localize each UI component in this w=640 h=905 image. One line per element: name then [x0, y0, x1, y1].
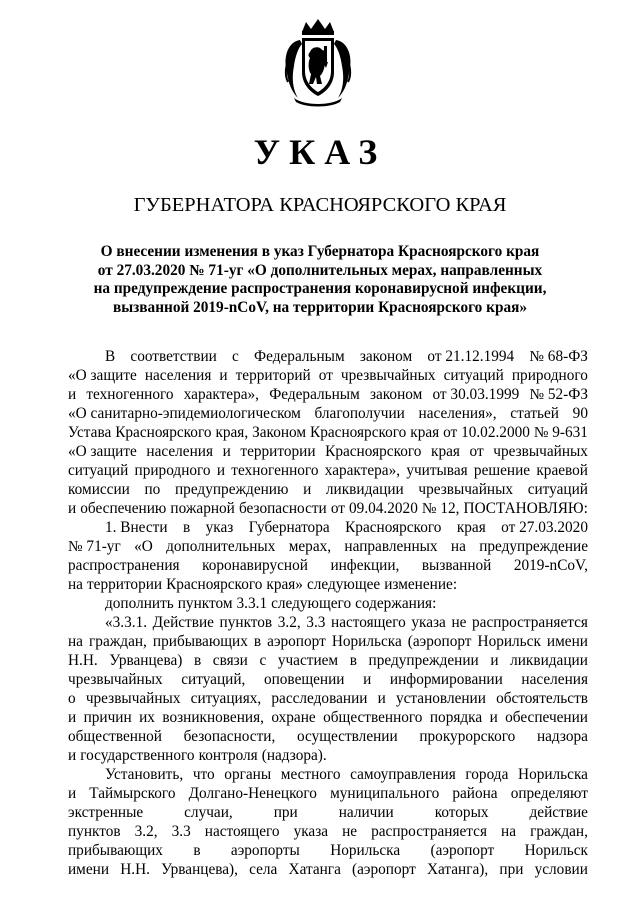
body-word: осуществлении [296, 728, 398, 745]
body-word: 1. Внести [105, 519, 168, 536]
body-word: и [68, 747, 77, 764]
body-word: «О [134, 538, 153, 555]
body-word: и [68, 785, 77, 802]
body-word: и [216, 462, 226, 479]
body-word: обеспечении [505, 709, 588, 726]
body-word: 3.2, [277, 614, 301, 631]
body-word: и [219, 367, 228, 384]
body-word: законом [369, 386, 423, 403]
body-word: Губернатора [248, 519, 330, 536]
body-line [68, 385, 588, 404]
body-word: характера», [183, 386, 260, 403]
body-word: обстоятельств [496, 690, 588, 707]
body-word: в [253, 633, 262, 650]
body-line [68, 841, 588, 860]
body-word: соответствии [130, 348, 217, 365]
body-word: надзора [536, 728, 588, 745]
body-word: чрезвычайных [68, 671, 163, 688]
body-word: на [450, 538, 466, 555]
body-word: оповещении [263, 671, 345, 688]
body-word: от [318, 367, 333, 384]
body-word: и [68, 709, 77, 726]
body-word: «3.3.1. [105, 614, 148, 631]
body-word: изменение: [384, 576, 458, 593]
body-word: Урванцева) [109, 652, 183, 669]
body-word: контроля [198, 747, 258, 764]
body-word: настоящего [331, 614, 406, 631]
body-word: 90 [572, 405, 588, 422]
body-word: имени [68, 861, 110, 878]
body-word: Таймырского [89, 785, 176, 802]
body-word: Норильск [477, 633, 541, 650]
body-line [68, 765, 588, 784]
body-word: причин [83, 709, 132, 726]
body-line [68, 537, 588, 556]
body-word: обеспечению [80, 500, 167, 517]
body-word: Красноярского [115, 424, 212, 441]
body-word: ПОСТАНОВЛЯЮ: [463, 500, 588, 517]
body-word: прибывающих [68, 842, 163, 859]
body-word: природного [134, 462, 211, 479]
body-word: при [499, 861, 524, 878]
body-word: муниципального [330, 785, 440, 802]
body-word: от 30.03.1999 [432, 386, 520, 403]
body-word: экстренные [68, 804, 144, 821]
body-word: предупреждении [368, 652, 479, 669]
body-line [68, 860, 588, 879]
body-word: общественной [68, 728, 162, 745]
body-word: чрезвычайных [85, 690, 181, 707]
body-word: населения [146, 443, 213, 460]
body-word: от 10.02.2000 [443, 424, 530, 441]
body-word: с [232, 348, 239, 365]
title-line: О внесении изменения в указ Губернатора Красноярского края [100, 243, 540, 260]
body-word: общественного [323, 709, 423, 726]
body-word: о [68, 690, 76, 707]
body-line [68, 366, 588, 385]
body-word: граждан, [530, 823, 588, 840]
body-word: Норильск [524, 842, 588, 859]
body-word: Федеральным [254, 348, 345, 365]
body-word: следующее [306, 576, 381, 593]
body-word: района [452, 785, 498, 802]
body-word: характера», [324, 462, 401, 479]
body-word: аэропорты [230, 842, 300, 859]
body-line [68, 461, 588, 480]
body-word: (надзора). [261, 747, 327, 764]
body-word: ликвидации [510, 652, 588, 669]
body-line [68, 708, 588, 727]
body-word: аэропорт [267, 633, 326, 650]
body-word: территории [86, 576, 163, 593]
body-word: в [182, 519, 191, 536]
body-word: ситуаций [68, 462, 129, 479]
body-word: их [139, 709, 155, 726]
body-word: настоящего [204, 823, 280, 840]
title-line: на предупреждение распространения коронавирусной инфекции, [93, 280, 547, 297]
body-word: самоуправления [350, 766, 456, 783]
body-word: на [68, 633, 83, 650]
body-word: не [451, 614, 467, 631]
document-body [68, 347, 588, 879]
body-line [68, 347, 588, 366]
body-word: пунктов [68, 823, 121, 840]
body-line [68, 556, 588, 575]
body-word: и [489, 709, 498, 726]
body-word: края [410, 424, 440, 441]
body-word: Хатанга), [426, 861, 489, 878]
body-word: информировании [389, 671, 503, 688]
body-word: и [377, 690, 386, 707]
body-word: вызванной [421, 557, 492, 574]
body-word: законом [359, 348, 413, 365]
body-word: определяют [510, 785, 588, 802]
body-word: (аэропорт [352, 861, 416, 878]
body-word: чрезвычайных [418, 481, 514, 498]
document-issuer: ГУБЕРНАТОРА КРАСНОЯРСКОГО КРАЯ [133, 194, 507, 216]
body-word: от [330, 500, 345, 517]
body-word: ситуациях, [190, 690, 262, 707]
body-line [68, 423, 588, 442]
body-word: Норильска [330, 842, 401, 859]
body-line [68, 499, 588, 518]
body-word: на [68, 576, 83, 593]
body-word: краевой [536, 462, 588, 479]
body-word: 3.3 [306, 614, 326, 631]
body-word: и [303, 481, 312, 498]
body-word: расследовании [271, 690, 368, 707]
body-word: ситуаций [443, 367, 504, 384]
body-word: № 52-ФЗ [529, 386, 588, 403]
body-word: Хатанга [288, 861, 341, 878]
body-word: населения [144, 367, 212, 384]
body-word: Норильска [331, 633, 402, 650]
body-word: распространяется [472, 614, 588, 631]
body-word: мерах, [288, 538, 332, 555]
body-word: указ [205, 519, 234, 536]
body-word: участием [277, 652, 339, 669]
body-word: села [249, 861, 278, 878]
body-word: Красноярского [310, 424, 407, 441]
body-word: от [469, 443, 484, 460]
body-word: условии [534, 861, 588, 878]
body-word: с [259, 652, 267, 669]
body-word: указа [293, 823, 329, 840]
body-word: содержания: [355, 595, 437, 612]
body-word: Установить, [105, 766, 184, 783]
body-word: и [68, 500, 77, 517]
body-word: ситуаций, [181, 671, 246, 688]
body-word: Долгано-Ненецкого [188, 785, 317, 802]
body-word: техногенного [231, 462, 319, 479]
body-word: 3.3.1 [236, 595, 268, 612]
body-word: и [363, 671, 372, 688]
body-word: и [222, 443, 231, 460]
body-word: инфекции, [330, 557, 400, 574]
body-word: (аэропорт [407, 633, 472, 650]
body-word: прокурорского [419, 728, 516, 745]
body-word: № 71-уг [68, 538, 121, 555]
body-word: распространяется [371, 823, 488, 840]
body-word: установлении [395, 690, 486, 707]
body-word: органы [224, 766, 272, 783]
body-word: безопасности [238, 500, 327, 517]
body-word: края [431, 443, 460, 460]
body-word: безопасности, [183, 728, 276, 745]
body-word: природного [511, 367, 588, 384]
body-word: и [490, 652, 499, 669]
body-line [68, 689, 588, 708]
body-word: Н.Н. [120, 861, 150, 878]
body-word: прибывающих [152, 633, 248, 650]
body-word: пунктов [219, 614, 273, 631]
body-word: наличии [338, 804, 394, 821]
body-line [68, 803, 588, 822]
body-word: решение [473, 462, 531, 479]
body-word: ситуаций [527, 481, 588, 498]
body-word: края [456, 519, 486, 536]
body-word: которых [434, 804, 489, 821]
body-word: края, [215, 424, 249, 441]
body-word: государственного [80, 747, 195, 764]
body-word: в [193, 652, 202, 669]
body-line [68, 404, 588, 423]
body-word: населения», [418, 405, 497, 422]
body-word: охране [271, 709, 316, 726]
body-word: благополучии [314, 405, 405, 422]
body-word: следующего [271, 595, 352, 612]
body-line [68, 518, 588, 537]
body-word: действие [529, 804, 588, 821]
body-word: от 21.12.1994 [427, 348, 515, 365]
body-line [68, 727, 588, 746]
title-line: от 27.03.2020 № 71-уг «О дополнительных мерах, направленных [97, 261, 543, 279]
body-word: чрезвычайных [493, 443, 588, 460]
body-line [68, 480, 588, 499]
body-word: 2019-nCoV, [513, 557, 588, 574]
body-word: по [144, 481, 161, 498]
body-word: коронавирусной [202, 557, 308, 574]
body-word: «О защите [68, 443, 137, 460]
body-word: населения [521, 671, 588, 688]
body-word: № 9-631 [533, 424, 588, 441]
body-word: от 27.03.2020 [501, 519, 588, 536]
body-word: статьей [510, 405, 559, 422]
body-word: (аэропорт [430, 842, 495, 859]
body-word: случаи, [184, 804, 233, 821]
body-word: учитывая [406, 462, 468, 479]
body-word: местного [280, 766, 341, 783]
body-word: при [273, 804, 298, 821]
body-line [68, 442, 588, 461]
body-word: Федеральным [269, 386, 360, 403]
body-line [68, 594, 588, 613]
body-word: № 12, [421, 500, 460, 517]
body-word: территорий [235, 367, 311, 384]
body-word: 3.2, [134, 823, 158, 840]
body-word: Действие [152, 614, 214, 631]
body-word: края» [266, 576, 303, 593]
document-title [70, 243, 570, 317]
body-word: ликвидации [325, 481, 404, 498]
body-word: в [193, 842, 201, 859]
body-line [68, 651, 588, 670]
body-word: распространения [68, 557, 180, 574]
body-word: предупреждение [479, 538, 588, 555]
body-word: дополнить [105, 595, 174, 612]
body-word: 3.3 [171, 823, 191, 840]
body-word: 09.04.2020 [349, 500, 418, 517]
body-word: и [68, 386, 77, 403]
body-word: что [192, 766, 215, 783]
body-word: техногенного [86, 386, 174, 403]
body-word: в [349, 652, 357, 669]
body-line [68, 575, 588, 594]
body-word: пожарной [170, 500, 235, 517]
body-line [68, 822, 588, 841]
body-word: «О защите [68, 367, 137, 384]
body-word: указа [411, 614, 446, 631]
coat-of-arms-emblem [280, 18, 356, 108]
body-word: города [465, 766, 509, 783]
body-word: граждан, [89, 633, 147, 650]
body-word: направленных [344, 538, 438, 555]
body-word: Н.Н. [68, 652, 98, 669]
body-word: чрезвычайных [340, 367, 436, 384]
body-word: Законом [252, 424, 307, 441]
body-line [68, 632, 588, 651]
body-word: не [342, 823, 358, 840]
body-word: пунктом [177, 595, 233, 612]
document-type: УКАЗ [253, 132, 387, 172]
body-word: предупреждению [175, 481, 289, 498]
body-word: имени [546, 633, 588, 650]
body-word: Красноярского [345, 519, 442, 536]
body-word: № 68-ФЗ [529, 348, 588, 365]
body-word: дополнительных [166, 538, 276, 555]
body-word: территории [240, 443, 316, 460]
body-word: Красноярского [166, 576, 263, 593]
body-word: В [105, 348, 116, 365]
body-word: связи [212, 652, 248, 669]
body-line [68, 784, 588, 803]
body-word: Норильска [518, 766, 588, 783]
body-line [68, 746, 588, 765]
body-word: возникновения, [162, 709, 264, 726]
body-word: Урванцева), [161, 861, 238, 878]
body-word: на [501, 823, 517, 840]
body-word: комиссии [68, 481, 130, 498]
title-line: вызванной 2019-nCoV, на территории Красноярского края» [112, 298, 528, 316]
body-word: Красноярского [325, 443, 422, 460]
body-word: «О санитарно-эпидемиологическом [68, 405, 301, 422]
body-line [68, 670, 588, 689]
body-word: порядка [429, 709, 483, 726]
body-line [68, 613, 588, 632]
body-word: Устава [68, 424, 112, 441]
